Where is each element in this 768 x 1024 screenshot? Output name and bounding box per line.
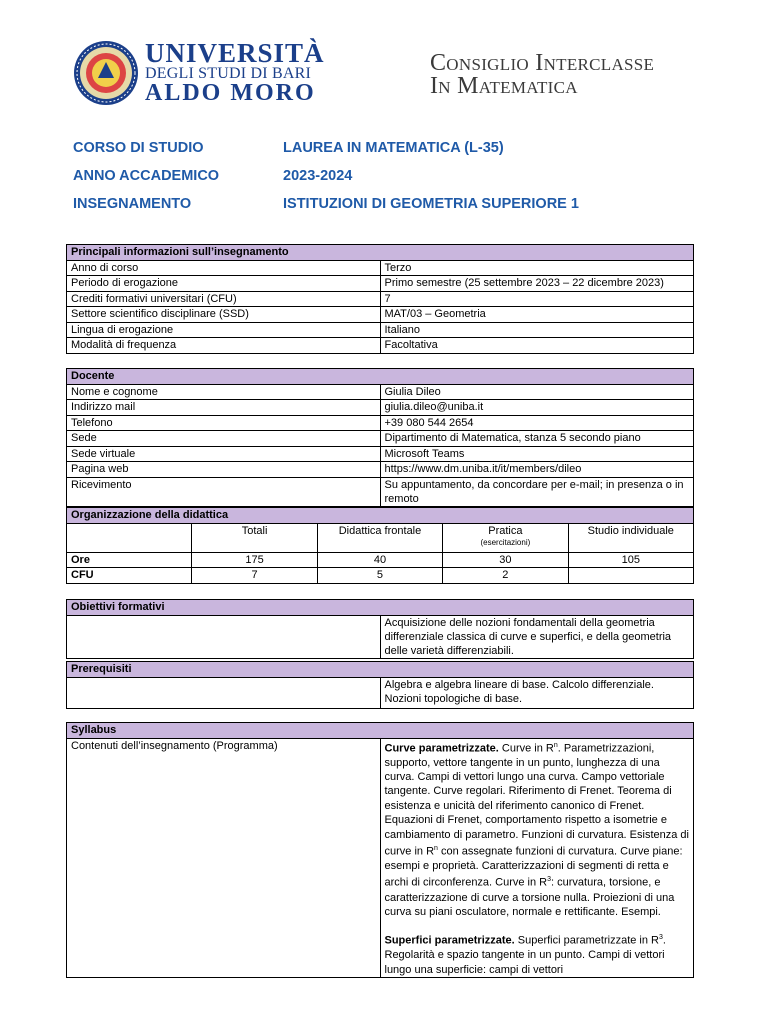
syllabus-content [380,738,694,978]
table-row [67,260,694,276]
table-row [67,477,694,506]
text-span: . Regolarità e spazio tangente in un punto. Campi di vettori lungo una superficie: campi di vettori [384,935,666,976]
table-row [67,415,694,431]
col-header: Didattica frontale [317,523,442,552]
empty-cell [67,523,192,552]
row-label: CFU [67,568,192,584]
university-line2: DEGLI STUDI DI BARI [145,65,312,82]
table-row [67,568,694,584]
table-row [67,446,694,462]
text-span: . Parametrizzazioni, supporto, vettore tangente in un punto, lunghezza di una curva. Campi di vettori lungo una curva. Campo vettoriale tangente. Curve regolari. Riferimento di Frenet. Teorema di esistenza e unicità del riferimento canonico di Frenet. Equazioni di Frenet, comportamento rispetto a isometrie e cambiamento di parametro. Funzioni di curvatura. Esistenza di curve in R [384,742,689,858]
table-row [67,291,694,307]
empty-cell [67,615,381,658]
university-line1: UNIVERSITÀ [145,38,325,68]
info-value: LAUREA IN MATEMATICA (L-35) [283,140,504,156]
row-value: Giulia Dileo [380,384,694,400]
row-label: Anno di corso [67,260,381,276]
page-header [0,0,768,110]
cell: 2 [443,568,568,584]
text-span: Superfici parametrizzate in R [514,935,659,947]
row-value: Facoltativa [380,338,694,354]
pratica-label: Pratica [488,524,523,537]
table-row [67,338,694,354]
superscript: 3 [547,876,552,884]
row-value: MAT/03 – Geometria [380,307,694,323]
web-link[interactable]: https://www.dm.uniba.it/it/members/dileo [380,462,694,478]
table-header: Obiettivi formativi [67,600,694,616]
syllabus-paragraph [385,739,690,920]
table-row [67,615,694,658]
info-row [73,138,713,166]
text-span: con assegnate funzioni di curvatura. Curve piane: esempi e proprietà. Caratterizzazioni di segmenti di retta e archi di circonferenza. Curve in R [384,845,683,890]
row-value: Dipartimento di Matematica, stanza 5 secondo piano [380,431,694,447]
superscript: n [553,741,558,749]
row-label: Pagina web [67,462,381,478]
row-value: Terzo [380,260,694,276]
row-label: Crediti formativi universitari (CFU) [67,291,381,307]
table-row [67,431,694,447]
row-label: Telefono [67,415,381,431]
cell: 7 [192,568,317,584]
paragraph-title: Curve parametrizzate. [384,742,499,755]
row-value: Acquisizione delle nozioni fondamentali della geometria differenziale classica di curve e superfici, e della geometria delle varietà differenziabili. [380,615,694,658]
principali-table [66,244,694,354]
info-key: ANNO ACCADEMICO [73,168,220,184]
pratica-sub: (esercitazioni) [480,537,531,547]
row-value: +39 080 544 2654 [380,415,694,431]
paragraph-title: Superfici parametrizzate. [384,935,515,947]
row-label: Modalità di frequenza [67,338,381,354]
consiglio-title [430,52,654,98]
docente-table [66,368,694,507]
row-value: Microsoft Teams [380,446,694,462]
row-value: Primo semestre (25 settembre 2023 – 22 dicembre 2023) [380,276,694,292]
row-label: Sede virtuale [67,446,381,462]
superscript: n [434,845,438,852]
table-row [67,462,694,478]
cell: 175 [192,552,317,568]
table-header: Docente [67,369,694,385]
info-value: ISTITUZIONI DI GEOMETRIA SUPERIORE 1 [283,196,579,212]
info-key: INSEGNAMENTO [73,196,192,212]
table-row [67,400,694,416]
university-seal-icon [73,40,139,106]
table-row [67,322,694,338]
text-span: Curve in R [498,742,554,755]
text-span: : curvatura, torsione, e caratterizzazione di curve a torsione nulla. Proiezioni di una curva su piani osculatore, normale e rettificante. Esempi. [384,877,675,918]
row-label: Lingua di erogazione [67,322,381,338]
info-row [73,194,713,222]
syllabus-paragraph [385,931,690,977]
table-row [67,677,694,708]
table-row [67,552,694,568]
row-value: 7 [380,291,694,307]
university-name [145,40,325,104]
course-info [73,138,713,222]
info-value: 2023-2024 [283,168,353,184]
row-label: Ricevimento [67,477,381,506]
table-row [67,276,694,292]
empty-cell [67,677,381,708]
table-header: Syllabus [67,723,694,739]
email-link[interactable]: giulia.dileo@uniba.it [380,400,694,416]
row-label: Ore [67,552,192,568]
cell: 105 [568,552,693,568]
row-label: Indirizzo mail [67,400,381,416]
table-header: Organizzazione della didattica [67,508,694,524]
row-value: Algebra e algebra lineare di base. Calcolo differenziale. Nozioni topologiche di base. [380,677,694,708]
info-row [73,166,713,194]
table-row [67,384,694,400]
table-header: Principali informazioni sull’insegnamento [67,245,694,261]
cell: 30 [443,552,568,568]
table-row [67,307,694,323]
organizzazione-table [66,507,694,584]
consiglio-line2: In Matematica [430,73,578,99]
obiettivi-table [66,599,694,659]
cell: 40 [317,552,442,568]
cell: 5 [317,568,442,584]
table-header: Prerequisiti [67,662,694,678]
university-line3: ALDO MORO [145,80,316,106]
table-row [67,738,694,978]
row-label: Settore scientifico disciplinare (SSD) [67,307,381,323]
table-row [67,523,694,552]
info-key: CORSO DI STUDIO [73,140,204,156]
prerequisiti-table [66,661,694,709]
cell [568,568,693,584]
row-value: Su appuntamento, da concordare per e-mail; in presenza o in remoto [380,477,694,506]
col-header: Totali [192,523,317,552]
row-value: Italiano [380,322,694,338]
superscript: 3 [659,934,663,942]
row-label: Sede [67,431,381,447]
row-label: Nome e cognome [67,384,381,400]
consiglio-line1: Consiglio Interclasse [430,50,655,76]
row-label: Contenuti dell’insegnamento (Programma) [67,738,381,978]
col-header: Studio individuale [568,523,693,552]
syllabus-table [66,722,694,978]
col-header [443,523,568,552]
row-label: Periodo di erogazione [67,276,381,292]
